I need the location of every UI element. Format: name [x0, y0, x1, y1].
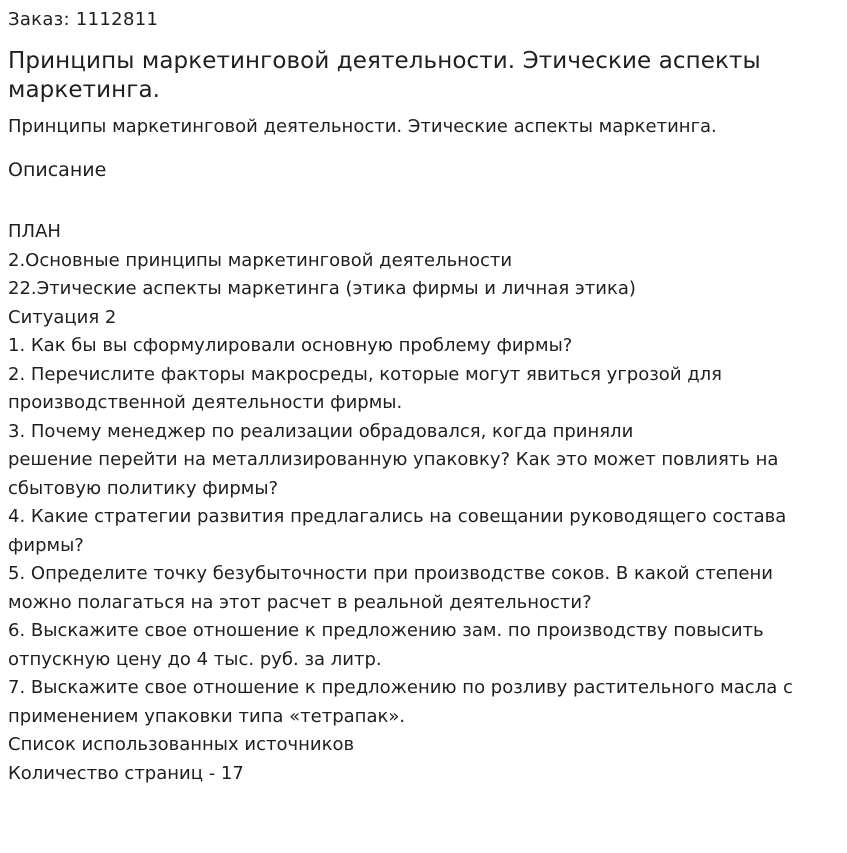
- question-line: 7. Выскажите свое отношение к предложению по розливу растительного масла с: [8, 677, 793, 698]
- question-line: 5. Определите точку безубыточности при производстве соков. В какой степени: [8, 563, 773, 584]
- question-line: решение перейти на металлизированную упаковку? Как это может повлиять на: [8, 449, 779, 470]
- question-line: можно полагаться на этот расчет в реальной деятельности?: [8, 591, 592, 613]
- sources-line: Список использованных источников: [8, 734, 355, 755]
- plan-item: 22.Этические аспекты маркетинга (этика фирмы и личная этика): [8, 278, 636, 299]
- description-heading: Описание: [8, 159, 107, 181]
- description-content: [8, 218, 840, 788]
- page-subtitle: Принципы маркетинговой деятельности. Этические аспекты маркетинга.: [8, 116, 717, 137]
- question-line: фирмы?: [8, 534, 84, 556]
- page-count-line: Количество страниц - 17: [8, 762, 244, 784]
- order-number: Заказ: 1112811: [8, 9, 159, 30]
- question-line: 3. Почему менеджер по реализации обрадовался, когда приняли: [8, 420, 634, 442]
- question-line: производственной деятельности фирмы.: [8, 392, 403, 413]
- question-line: применением упаковки типа «тетрапак».: [8, 705, 406, 727]
- situation-heading: Ситуация 2: [8, 306, 117, 328]
- question-line: сбытовую политику фирмы?: [8, 477, 279, 499]
- question-line: отпускную цену до 4 тыс. руб. за литр.: [8, 648, 382, 670]
- title-line-2: маркетинга.: [8, 77, 161, 103]
- plan-item: 2.Основные принципы маркетинговой деятельности: [8, 249, 513, 271]
- page-title: [8, 47, 828, 105]
- question-line: 4. Какие стратегии развития предлагались на совещании руководящего состава: [8, 506, 787, 527]
- question-line: 2. Перечислите факторы макросреды, которые могут явиться угрозой для: [8, 363, 723, 385]
- question-line: 1. Как бы вы сформулировали основную проблему фирмы?: [8, 335, 573, 356]
- title-line-1: Принципы маркетинговой деятельности. Этические аспекты: [8, 48, 761, 74]
- plan-heading: ПЛАН: [8, 221, 61, 242]
- question-line: 6. Выскажите свое отношение к предложению зам. по производству повысить: [8, 620, 764, 641]
